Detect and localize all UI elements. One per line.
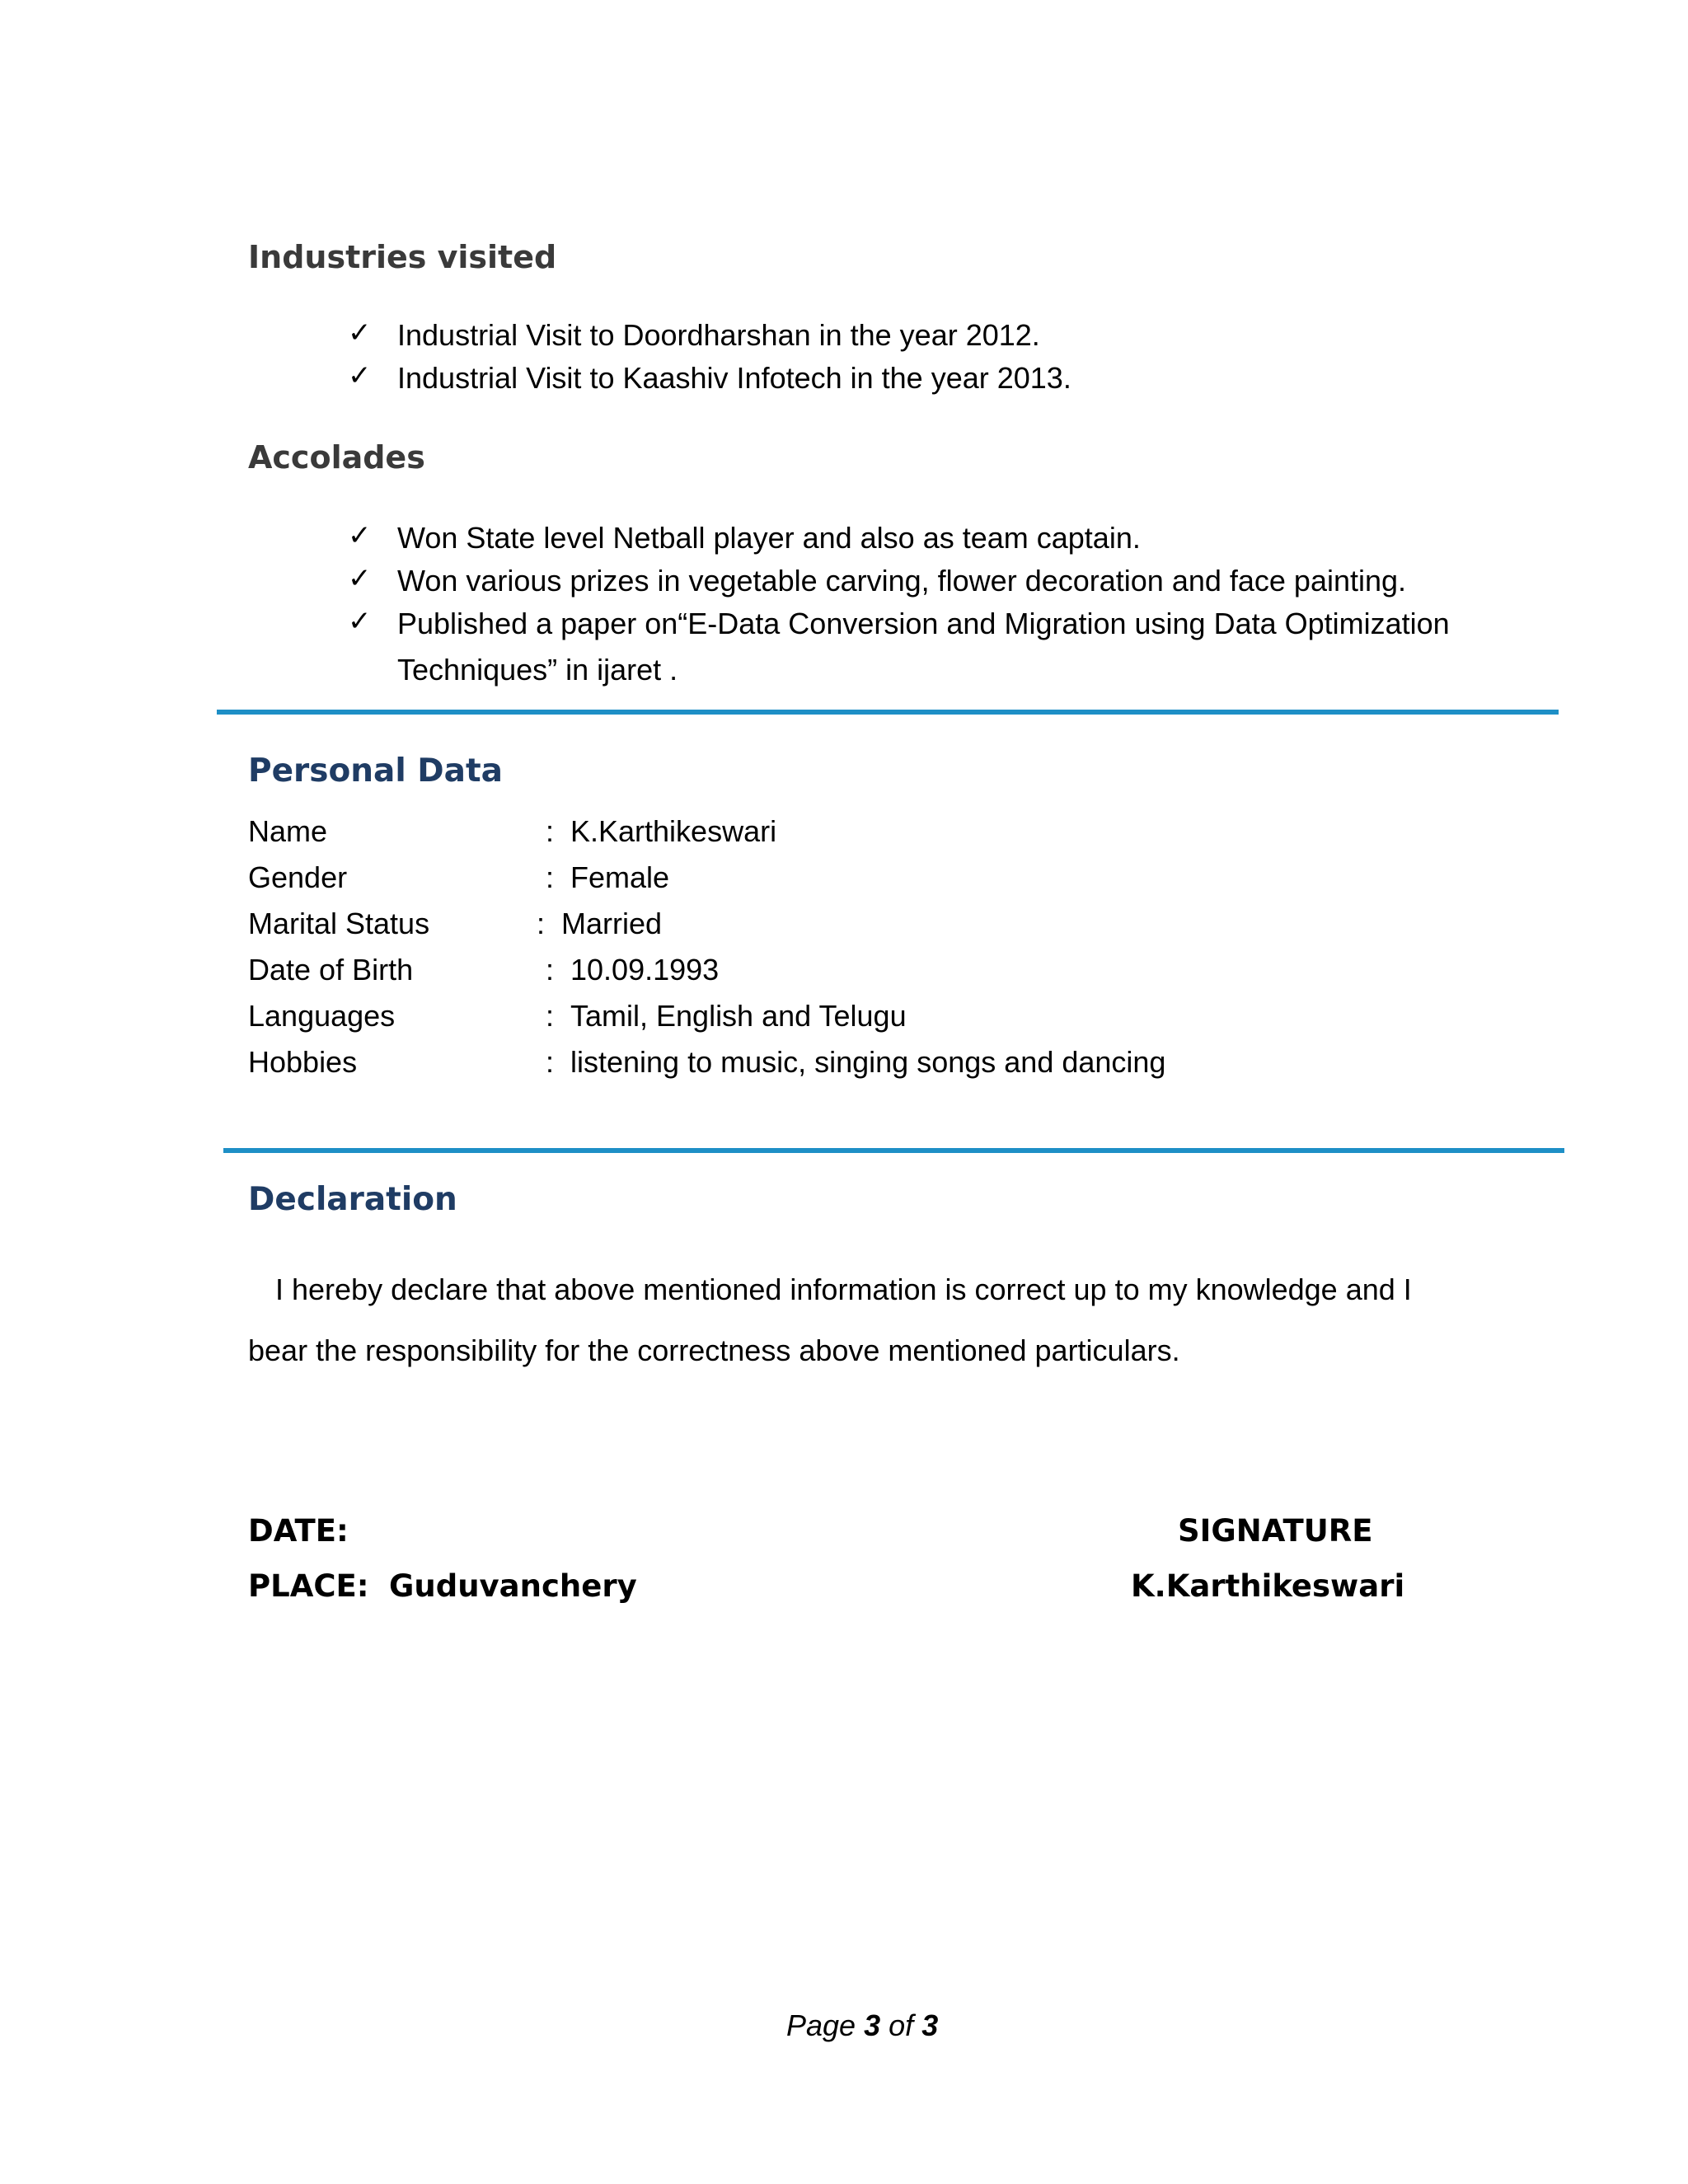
page-current: 3: [864, 2008, 881, 2042]
field-label-hobbies: Hobbies: [248, 1045, 358, 1079]
field-separator: :: [537, 907, 546, 940]
signature-name: K.Karthikeswari: [1131, 1568, 1405, 1604]
field-label-languages: Languages: [248, 999, 396, 1033]
signature-label: SIGNATURE: [1178, 1513, 1373, 1549]
field-separator: :: [546, 999, 555, 1033]
page-word: Page: [786, 2008, 856, 2042]
declaration-text-line-1: I hereby declare that above mentioned information is correct up to my knowledge and I: [275, 1272, 1412, 1306]
accolades-item-continuation: Techniques” in ijaret .: [397, 653, 678, 687]
page-number: [786, 2008, 938, 2043]
field-value-name: K.Karthikeswari: [570, 814, 777, 848]
field-value-languages: Tamil, English and Telugu: [570, 999, 907, 1033]
field-label-name: Name: [248, 814, 328, 848]
check-mark-icon: ✓: [348, 562, 372, 595]
field-value-gender: Female: [570, 860, 670, 894]
check-mark-icon: ✓: [348, 519, 372, 552]
section-divider: [223, 1148, 1564, 1153]
field-label-gender: Gender: [248, 860, 348, 894]
page-total: 3: [921, 2008, 939, 2042]
field-separator: :: [546, 1045, 555, 1079]
page-of-word: of: [889, 2008, 914, 2042]
field-separator: :: [546, 953, 555, 987]
declaration-text-line-2: bear the responsibility for the correctness above mentioned particulars.: [248, 1333, 1180, 1367]
field-separator: :: [546, 814, 555, 848]
place-value: Guduvanchery: [389, 1568, 637, 1604]
personal-data-heading: Personal Data: [248, 752, 503, 790]
field-value-marital-status: Married: [561, 907, 663, 940]
industries-heading: Industries visited: [248, 239, 557, 275]
field-label-date-of-birth: Date of Birth: [248, 953, 414, 987]
field-label-marital-status: Marital Status: [248, 907, 430, 940]
accolades-item: Won State level Netball player and also as team captain.: [397, 521, 1141, 555]
accolades-item: Published a paper on“E-Data Conversion and Migration using Data Optimization: [397, 607, 1450, 640]
accolades-item: Won various prizes in vegetable carving, flower decoration and face painting.: [397, 564, 1407, 598]
declaration-heading: Declaration: [248, 1181, 457, 1218]
field-value-hobbies: listening to music, singing songs and dancing: [570, 1045, 1166, 1079]
check-mark-icon: ✓: [348, 359, 372, 392]
field-separator: :: [546, 860, 555, 894]
field-value-date-of-birth: 10.09.1993: [570, 953, 720, 987]
place-label: PLACE:: [248, 1568, 369, 1604]
section-divider: [217, 710, 1559, 715]
industries-item: Industrial Visit to Kaashiv Infotech in the year 2013.: [397, 361, 1071, 395]
check-mark-icon: ✓: [348, 316, 372, 349]
date-label: DATE:: [248, 1513, 349, 1549]
check-mark-icon: ✓: [348, 605, 372, 638]
accolades-heading: Accolades: [248, 439, 425, 476]
industries-item: Industrial Visit to Doordharshan in the year 2012.: [397, 318, 1040, 352]
